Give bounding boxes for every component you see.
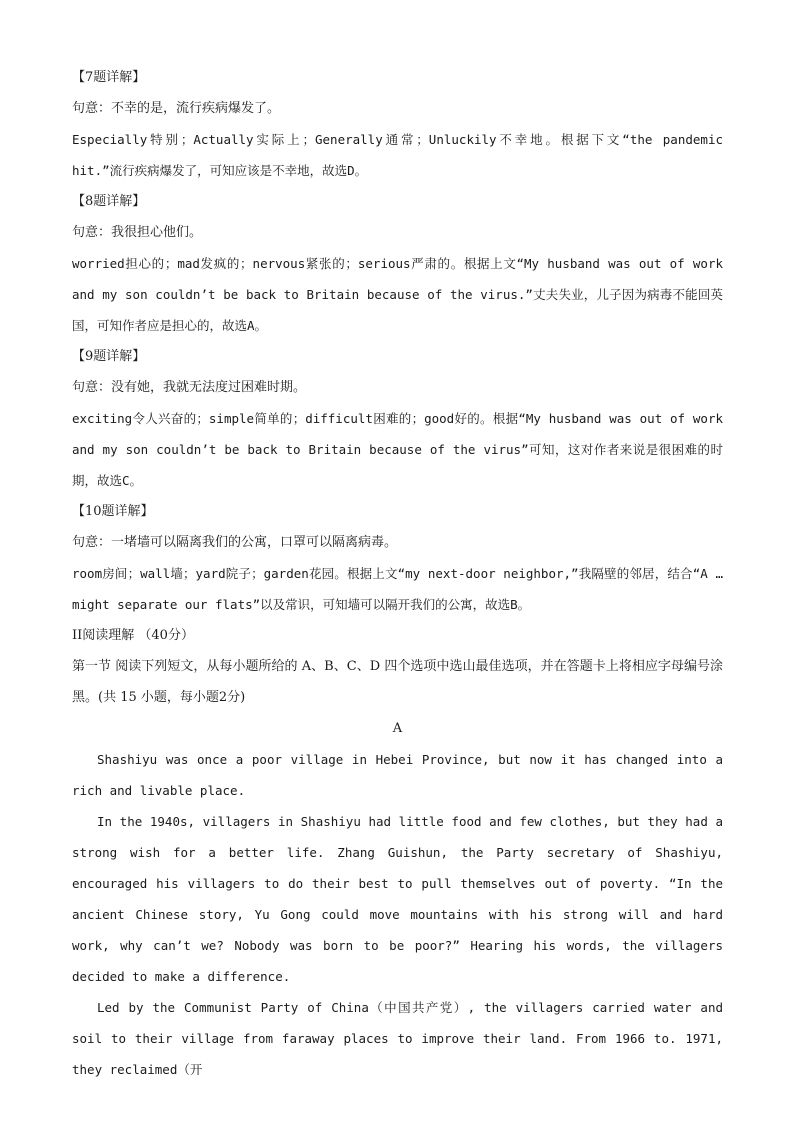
passage-label: A bbox=[392, 721, 403, 736]
q10-meaning: 句意：一堵墙可以隔离我们的公寓，口罩可以隔离病毒。 bbox=[72, 535, 398, 550]
q8-explanation: worried担心的；mad发疯的；nervous紧张的；serious严肃的。根据上文“My husband was out of work and my son couldn’t be back to Britain because of the virus.”丈夫失业，儿子因为病毒不能回英国，可知作者应是担心的，故选A。 bbox=[72, 256, 723, 333]
q9-heading: 【9题详解】 bbox=[72, 349, 146, 364]
q7-heading: 【7题详解】 bbox=[72, 70, 146, 85]
q7-meaning: 句意：不幸的是，流行疾病爆发了。 bbox=[72, 101, 281, 116]
passage-paragraph: In the 1940s, villagers in Shashiyu had little food and few clothes, but they had a strong wish for a better life. Zhang Guishun, the Party secretary of Shashiyu, encouraged his villagers to do their best to pull themselves out of poverty. “In the ancient Chinese story, Yu Gong could move mountains with his strong will and hard work, why can’t we? Nobody was born to be poor?” Hearing his words, the villagers decided to make a difference. bbox=[72, 814, 723, 984]
q8-heading: 【8题详解】 bbox=[72, 194, 146, 209]
section-title: II阅读理解 （40分） bbox=[72, 628, 194, 643]
q9-explanation: exciting令人兴奋的；simple简单的；difficult困难的；good好的。根据“My husband was out of work and my son couldn’t be back to Britain because of the virus”可知，这对作者来说是很困难的时期，故选C。 bbox=[72, 411, 723, 488]
section-instruction: 第一节 阅读下列短文，从每小题所给的 A、B、C、D 四个选项中选山最佳选项，并在答题卡上将相应字母编号涂黑。(共 15 小题，每小题2分) bbox=[72, 659, 723, 705]
passage-paragraph: Led by the Communist Party of China（中国共产党）, the villagers carried water and soil to their village from faraway places to improve their land. From 1966 to. 1971, they reclaimed（开 bbox=[72, 1000, 723, 1077]
document-page bbox=[72, 62, 723, 1085]
q10-explanation: room房间；wall墙；yard院子；garden花园。根据上文“my next-door neighbor,”我隔壁的邻居，结合“A … might separate our flats”以及常识，可知墙可以隔开我们的公寓，故选B。 bbox=[72, 566, 723, 612]
q9-meaning: 句意：没有她，我就无法度过困难时期。 bbox=[72, 380, 307, 395]
q8-meaning: 句意：我很担心他们。 bbox=[72, 225, 203, 240]
q10-heading: 【10题详解】 bbox=[72, 504, 154, 519]
passage-paragraph: Shashiyu was once a poor village in Hebei Province, but now it has changed into a rich and livable place. bbox=[72, 752, 723, 798]
q7-explanation: Especially特别；Actually实际上；Generally通常；Unluckily不幸地。根据下文“the pandemic hit.”流行疾病爆发了，可知应该是不幸地，故选D。 bbox=[72, 132, 723, 178]
